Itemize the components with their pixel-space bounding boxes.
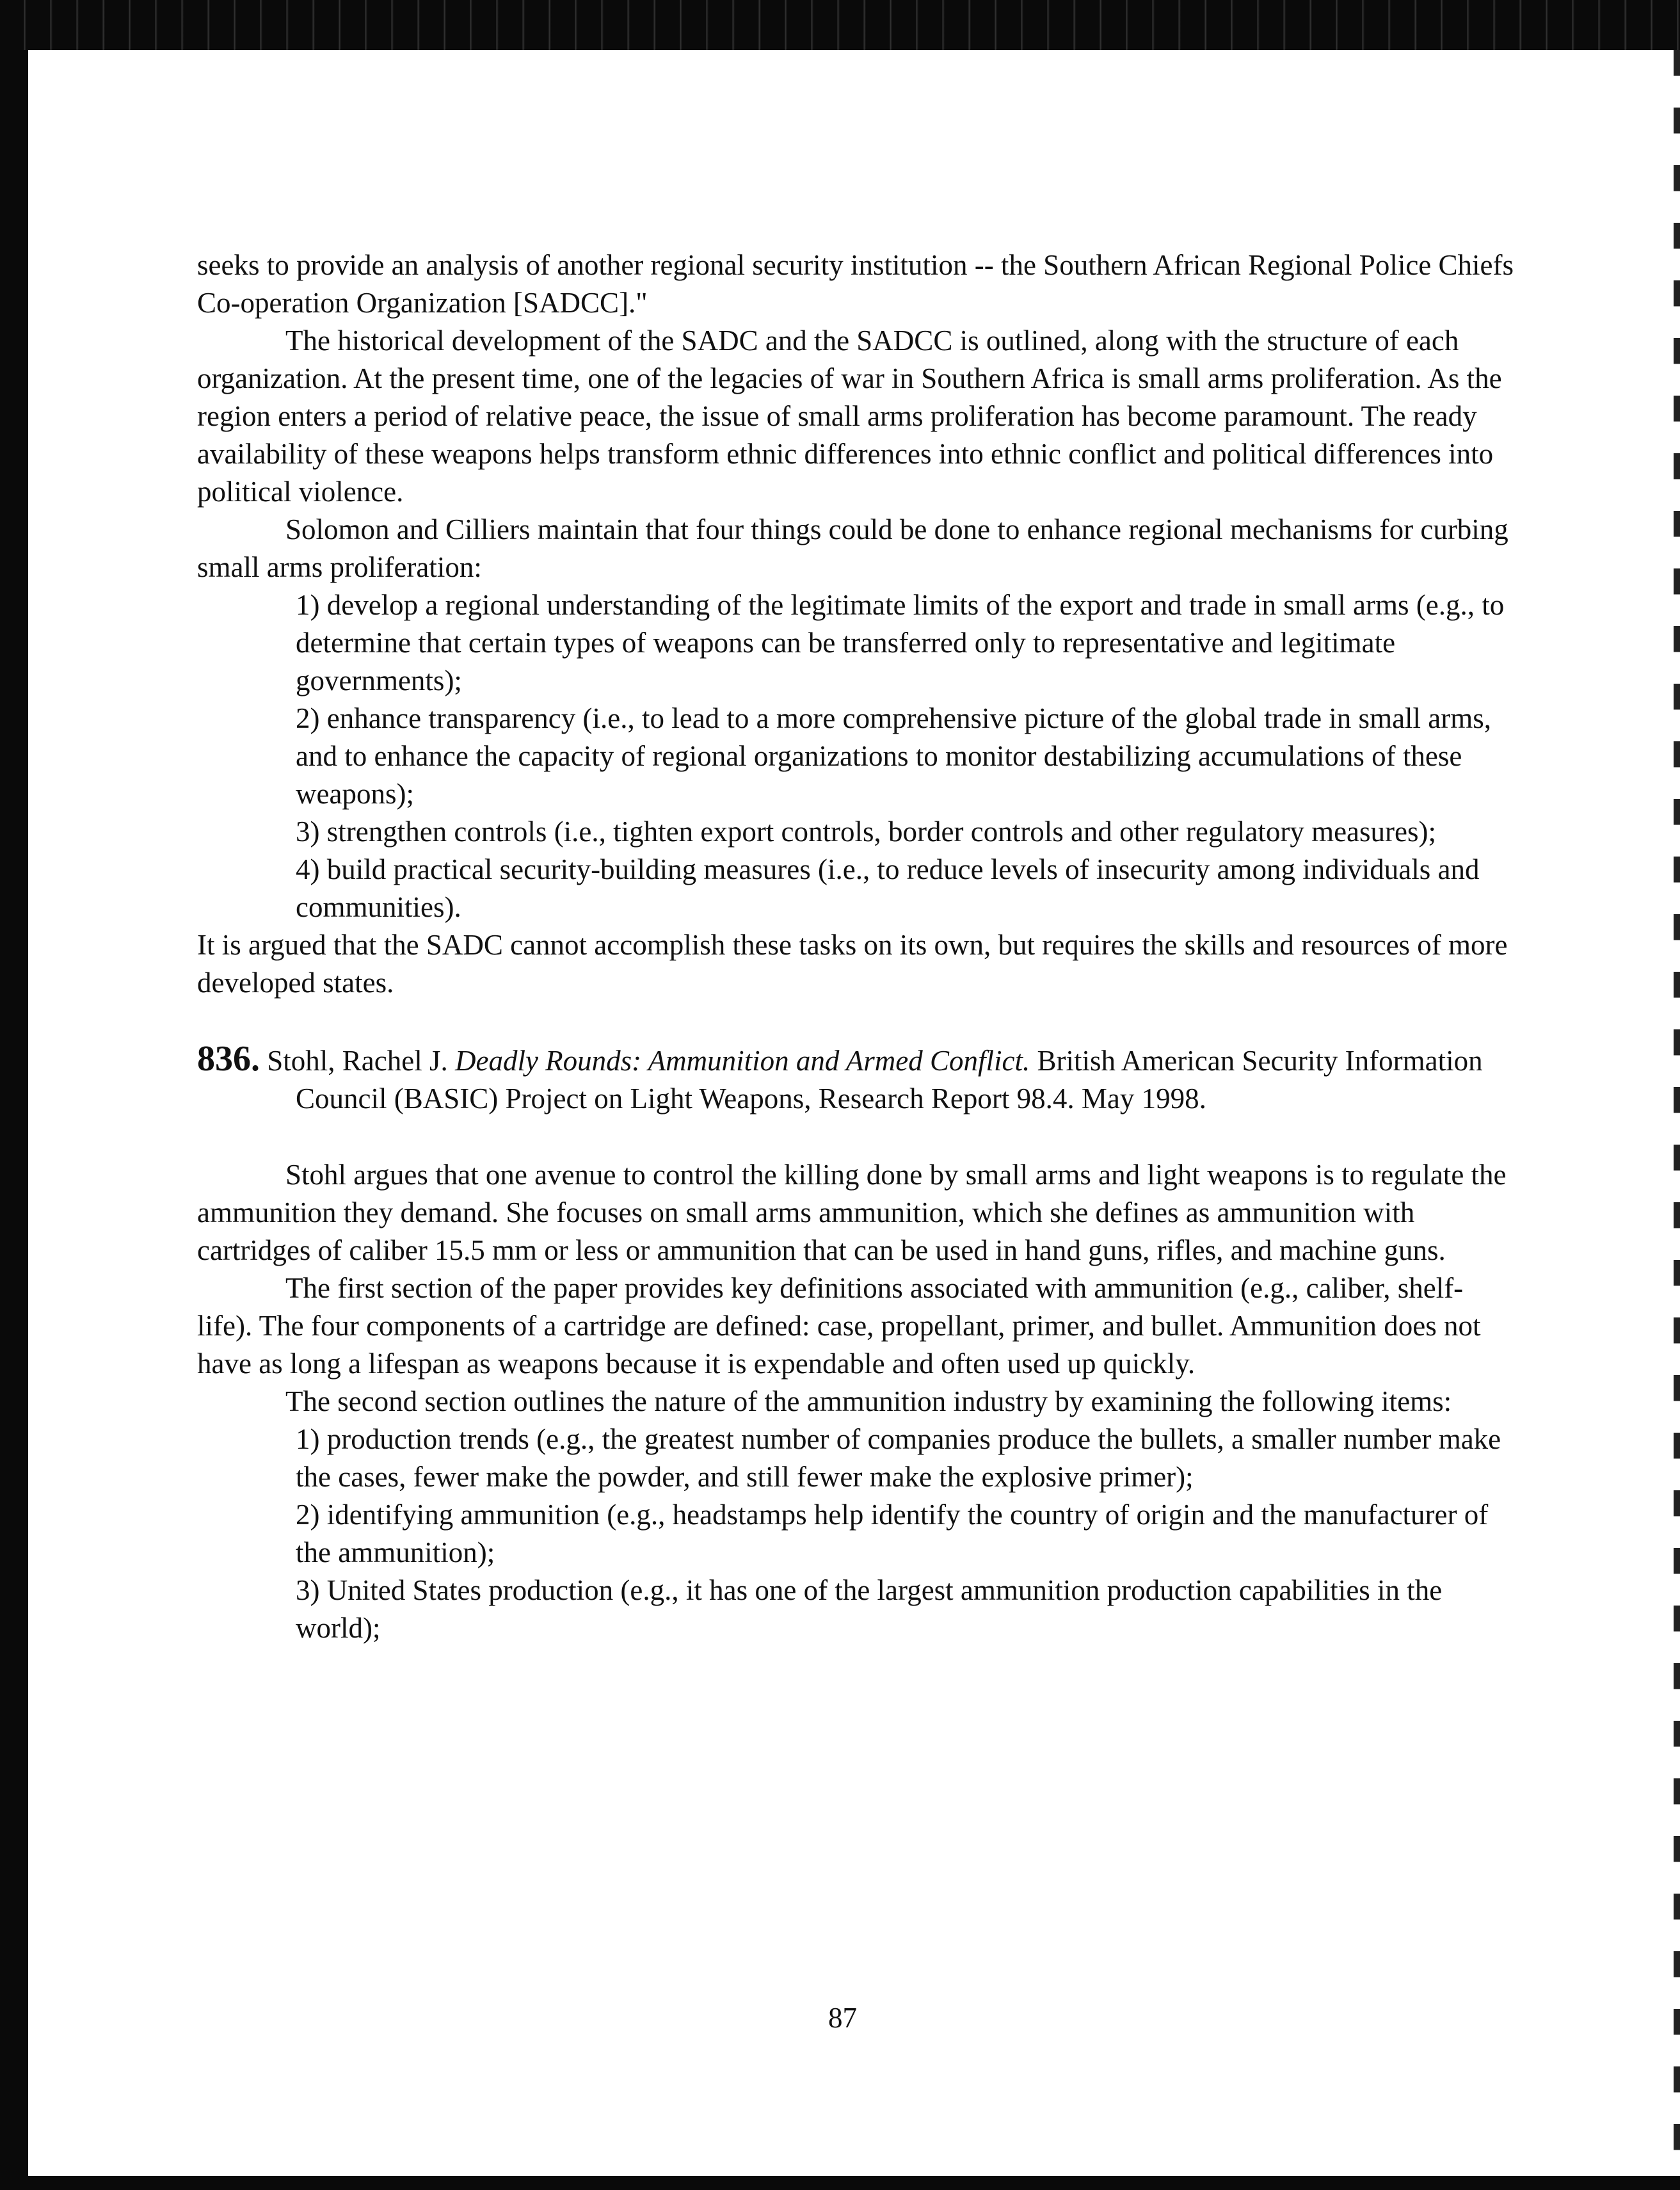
bibliography-entry [197,1040,1516,1118]
spacer [197,1118,1516,1156]
scan-border-left [0,50,28,2190]
scan-border-top [0,0,1680,50]
list-item: 1) develop a regional understanding of the legitimate limits of the export and trade in small arms (e.g., to determine that certain types of weapons can be transferred only to representative and legitimate governments); [296,589,1505,696]
paragraph-continuation: seeks to provide an analysis of another regional security institution -- the Southern African Regional Police Chiefs Co-operation Organization [SADCC]." [197,249,1514,319]
paragraph-definitions: The first section of the paper provides key definitions associated with ammunition (e.g., caliber, shelf-life). The four components of a cartridge are defined: case, propellant, primer, and bullet. Ammunition does not have as long a lifespan as weapons because it is expendable and often used up quickly. [197,1272,1481,1380]
paragraph-history: The historical development of the SADC and the SADCC is outlined, along with the structure of each organization. At the present time, one of the legacies of war in Southern Africa is small arms proliferation. As the region enters a period of relative peace, the issue of small arms proliferation has become paramount. The ready availability of these weapons helps transform ethnic differences into ethnic conflict and political differences into political violence. [197,325,1502,508]
list-item: 2) identifying ammunition (e.g., headstamps help identify the country of origin and the manufacturer of the ammunition); [296,1499,1489,1568]
entry-number: 836. [197,1039,260,1079]
document-page [28,50,1674,2176]
list-item: 3) United States production (e.g., it has one of the largest ammunition production capabilities in the world); [296,1574,1443,1644]
paragraph-industry-intro: The second section outlines the nature of the ammunition industry by examining the following items: [285,1385,1452,1417]
entry-title: Deadly Rounds: Ammunition and Armed Conflict. [454,1045,1030,1077]
list-item: 4) build practical security-building measures (i.e., to reduce levels of insecurity among individuals and communities). [296,853,1480,923]
entry-publisher: British American Security Information Council (BASIC) Project on Light Weapons, Research Report 98.4. May 1998. [296,1045,1483,1115]
industry-list [197,1421,1516,1647]
paragraph-summary: Stohl argues that one avenue to control the killing done by small arms and light weapons is to regulate the ammunition they demand. She focuses on small arms ammunition, which she defines as ammunition with cartridges of caliber 15.5 mm or less or ammunition that can be used in hand guns, rifles, and machine guns. [197,1159,1507,1266]
list-item: 2) enhance transparency (i.e., to lead to a more comprehensive picture of the global trade in small arms, and to enhance the capacity of regional organizations to monitor destabilizing accumulations of these weapons); [296,702,1492,810]
spacer [197,1002,1516,1040]
entry-author: Stohl, Rachel J. [267,1045,448,1077]
list-item: 1) production trends (e.g., the greatest number of companies produce the bullets, a smaller number make the cases, fewer make the powder, and still fewer make the explosive primer); [296,1423,1501,1493]
paragraph-recommendations-intro: Solomon and Cilliers maintain that four things could be done to enhance regional mechanisms for curbing small arms proliferation: [197,513,1508,583]
page-number: 87 [828,2002,857,2034]
scan-border-right [1674,50,1680,2190]
scan-border-bottom [0,2176,1680,2190]
list-item: 3) strengthen controls (i.e., tighten export controls, border controls and other regulatory measures); [296,816,1436,848]
page-body [197,246,1516,1647]
recommendations-list [197,586,1516,926]
paragraph-conclusion: It is argued that the SADC cannot accomplish these tasks on its own, but requires the skills and resources of more developed states. [197,929,1508,999]
